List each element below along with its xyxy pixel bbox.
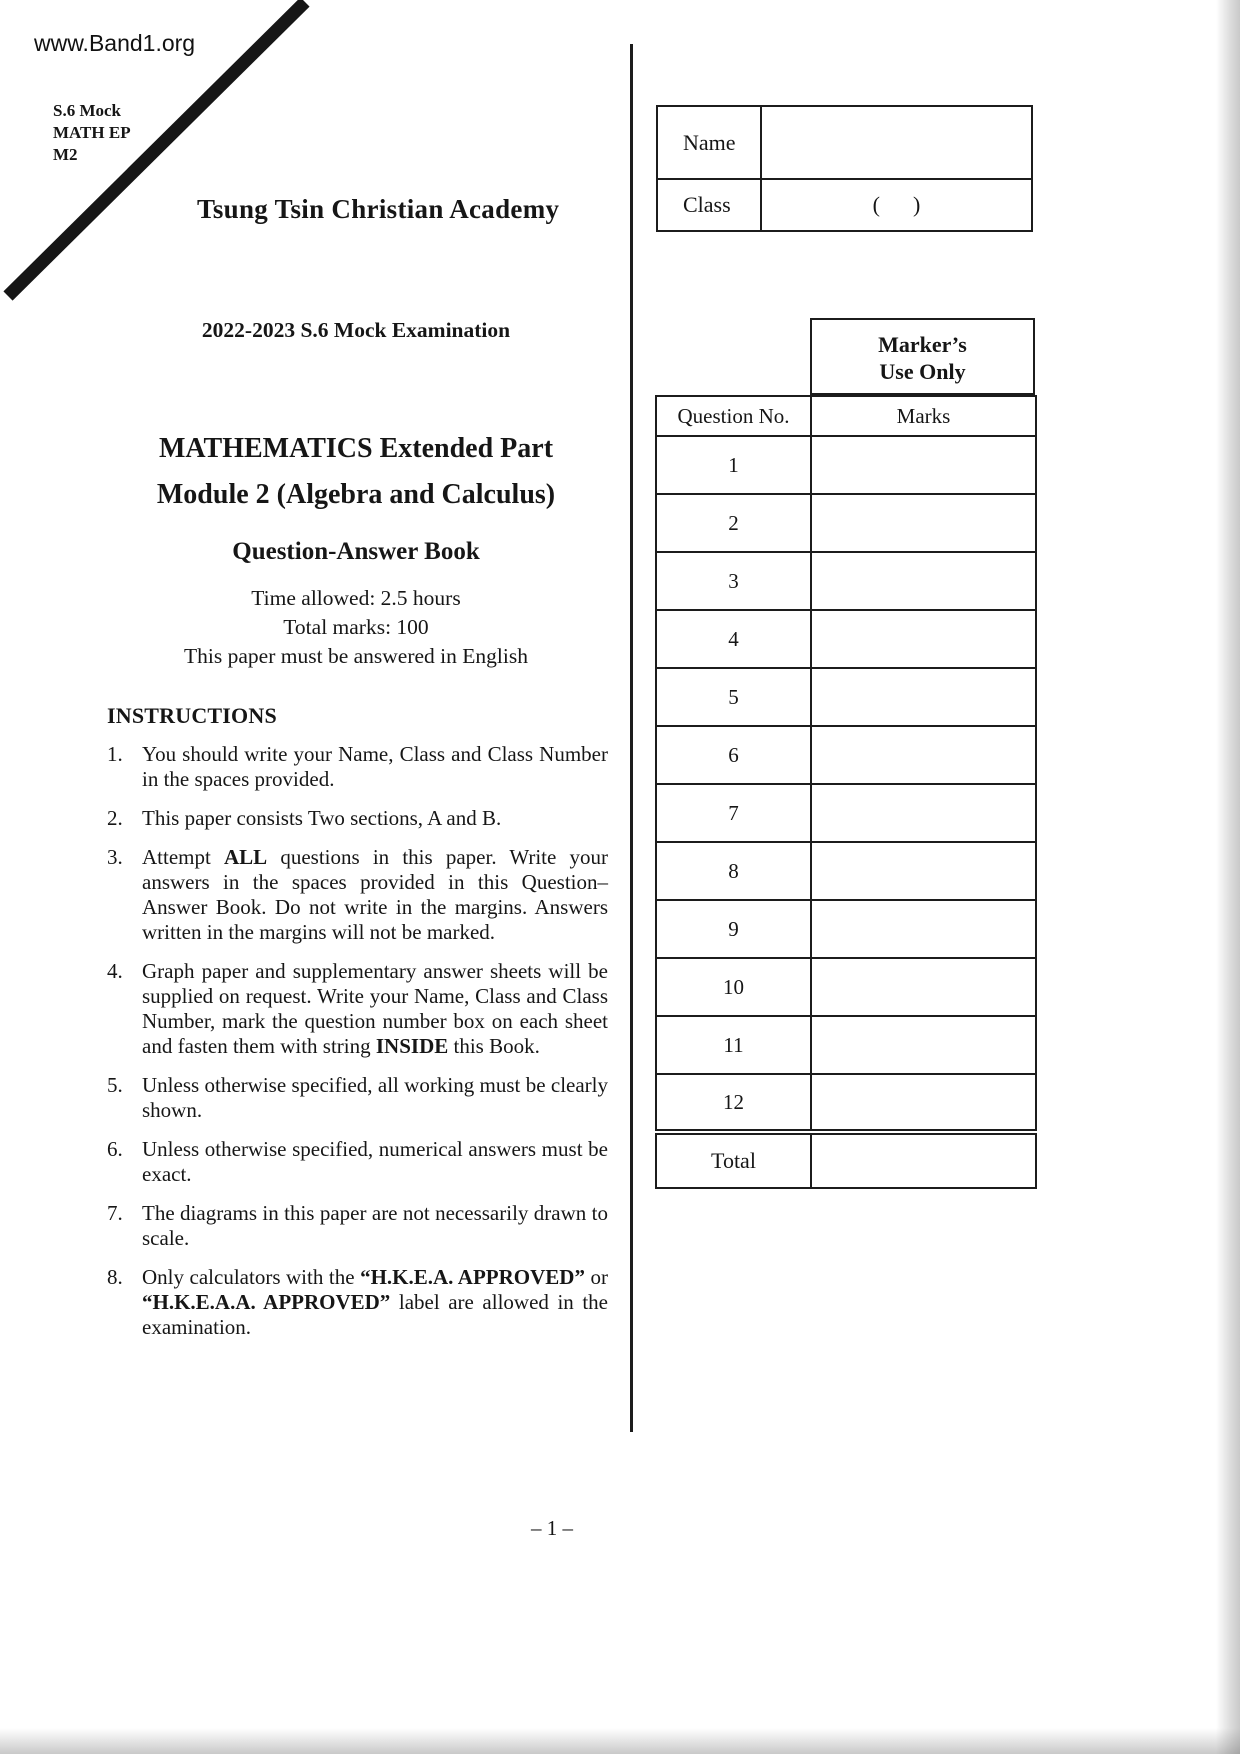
instruction-number: 6. bbox=[107, 1137, 123, 1161]
marker-row bbox=[656, 900, 1036, 958]
question-number-cell: 6 bbox=[656, 726, 811, 784]
marker-row bbox=[656, 842, 1036, 900]
instruction-number: 2. bbox=[107, 806, 123, 830]
marks-cell bbox=[811, 668, 1036, 726]
instruction-item bbox=[107, 959, 608, 1059]
instruction-item bbox=[107, 1265, 608, 1340]
language-note: This paper must be answered in English bbox=[184, 644, 528, 668]
instruction-text: This paper consists Two sections, A and B. bbox=[142, 806, 502, 830]
markers-use-only-line1: Marker’s bbox=[878, 332, 967, 357]
exam-title: 2022-2023 S.6 Mock Examination bbox=[201, 318, 511, 342]
marks-cell bbox=[811, 436, 1036, 494]
instruction-text: Attempt ALL questions in this paper. Write your answers in the spaces provided in this Question–Answer Book. Do not write in the margins. Answers written in the margins will not be marked. bbox=[142, 845, 608, 944]
marker-row bbox=[656, 1074, 1036, 1132]
total-marks: Total marks: 100 bbox=[283, 615, 429, 639]
marks-cell bbox=[811, 552, 1036, 610]
marker-table bbox=[655, 395, 1037, 1189]
question-number-cell: 10 bbox=[656, 958, 811, 1016]
name-write-in-box bbox=[762, 107, 1031, 178]
marks-cell bbox=[811, 726, 1036, 784]
instruction-number: 1. bbox=[107, 742, 123, 766]
question-number-cell: 7 bbox=[656, 784, 811, 842]
marks-cell bbox=[811, 842, 1036, 900]
vertical-divider bbox=[630, 44, 633, 1432]
page-edge-shadow-bottom bbox=[0, 1728, 1240, 1754]
instruction-item bbox=[107, 845, 608, 945]
school-name: Tsung Tsin Christian Academy bbox=[197, 194, 560, 224]
paper-code-line1: S.6 Mock bbox=[53, 101, 121, 120]
markers-use-only-line2: Use Only bbox=[879, 359, 966, 384]
marker-row bbox=[656, 610, 1036, 668]
name-class-box bbox=[656, 105, 1033, 232]
instruction-text: Only calculators with the “H.K.E.A. APPROVED” or “H.K.E.A.A. APPROVED” label are allowed in the examination. bbox=[142, 1265, 608, 1339]
paper-code-line2: MATH EP bbox=[53, 123, 131, 142]
paper-code-label bbox=[53, 100, 131, 166]
module-title: Module 2 (Algebra and Calculus) bbox=[156, 479, 556, 510]
instruction-text: Unless otherwise specified, numerical answers must be exact. bbox=[142, 1137, 608, 1186]
question-no-header: Question No. bbox=[656, 396, 811, 436]
page-number: – 1 – bbox=[531, 1516, 573, 1540]
subject-title: MATHEMATICS Extended Part bbox=[158, 433, 554, 464]
marker-table-body bbox=[656, 436, 1036, 1132]
instruction-text: You should write your Name, Class and Class Number in the spaces provided. bbox=[142, 742, 608, 791]
question-number-cell: 3 bbox=[656, 552, 811, 610]
marker-row bbox=[656, 1016, 1036, 1074]
marker-row bbox=[656, 552, 1036, 610]
marker-row bbox=[656, 726, 1036, 784]
marks-cell bbox=[811, 1016, 1036, 1074]
instruction-number: 8. bbox=[107, 1265, 123, 1289]
marker-total-row bbox=[656, 1132, 1036, 1188]
question-number-cell: 2 bbox=[656, 494, 811, 552]
instruction-item bbox=[107, 806, 608, 831]
marker-row bbox=[656, 668, 1036, 726]
question-number-cell: 1 bbox=[656, 436, 811, 494]
question-number-cell: 5 bbox=[656, 668, 811, 726]
instructions-list bbox=[107, 742, 608, 1354]
marker-table-header-row bbox=[656, 396, 1036, 436]
instruction-number: 3. bbox=[107, 845, 123, 869]
marks-header: Marks bbox=[811, 396, 1036, 436]
name-label: Name bbox=[658, 107, 762, 178]
instruction-item bbox=[107, 1073, 608, 1123]
marker-row bbox=[656, 958, 1036, 1016]
total-marks-cell bbox=[811, 1132, 1036, 1188]
instruction-text: The diagrams in this paper are not necessarily drawn to scale. bbox=[142, 1201, 608, 1250]
marks-cell bbox=[811, 900, 1036, 958]
instruction-number: 4. bbox=[107, 959, 123, 983]
class-label: Class bbox=[658, 180, 762, 230]
class-row bbox=[658, 180, 1031, 230]
book-title: Question-Answer Book bbox=[232, 538, 480, 565]
marker-row bbox=[656, 436, 1036, 494]
markers-use-only-box bbox=[810, 318, 1035, 395]
instruction-number: 5. bbox=[107, 1073, 123, 1097]
marker-row bbox=[656, 494, 1036, 552]
watermark-url: www.Band1.org bbox=[34, 30, 196, 56]
instruction-number: 7. bbox=[107, 1201, 123, 1225]
marks-cell bbox=[811, 1074, 1036, 1132]
instruction-text: Unless otherwise specified, all working must be clearly shown. bbox=[142, 1073, 608, 1122]
question-number-cell: 4 bbox=[656, 610, 811, 668]
instruction-item bbox=[107, 742, 608, 792]
question-number-cell: 11 bbox=[656, 1016, 811, 1074]
time-allowed: Time allowed: 2.5 hours bbox=[251, 586, 461, 610]
question-number-cell: 12 bbox=[656, 1074, 811, 1132]
instruction-item bbox=[107, 1137, 608, 1187]
question-number-cell: 8 bbox=[656, 842, 811, 900]
marks-cell bbox=[811, 784, 1036, 842]
marks-cell bbox=[811, 494, 1036, 552]
class-write-in-box: ( ) bbox=[872, 192, 921, 217]
name-row bbox=[658, 107, 1031, 180]
instruction-text: Graph paper and supplementary answer sheets will be supplied on request. Write your Name, Class and Class Number, mark the question number box on each sheet and fasten them with string INSIDE this Book. bbox=[142, 959, 608, 1058]
question-number-cell: 9 bbox=[656, 900, 811, 958]
marker-row bbox=[656, 784, 1036, 842]
paper-code-line3: M2 bbox=[53, 145, 78, 164]
instructions-heading: INSTRUCTIONS bbox=[107, 703, 277, 728]
total-label: Total bbox=[656, 1132, 811, 1188]
instruction-item bbox=[107, 1201, 608, 1251]
page-edge-shadow-right bbox=[1216, 0, 1240, 1754]
marks-cell bbox=[811, 958, 1036, 1016]
marks-cell bbox=[811, 610, 1036, 668]
